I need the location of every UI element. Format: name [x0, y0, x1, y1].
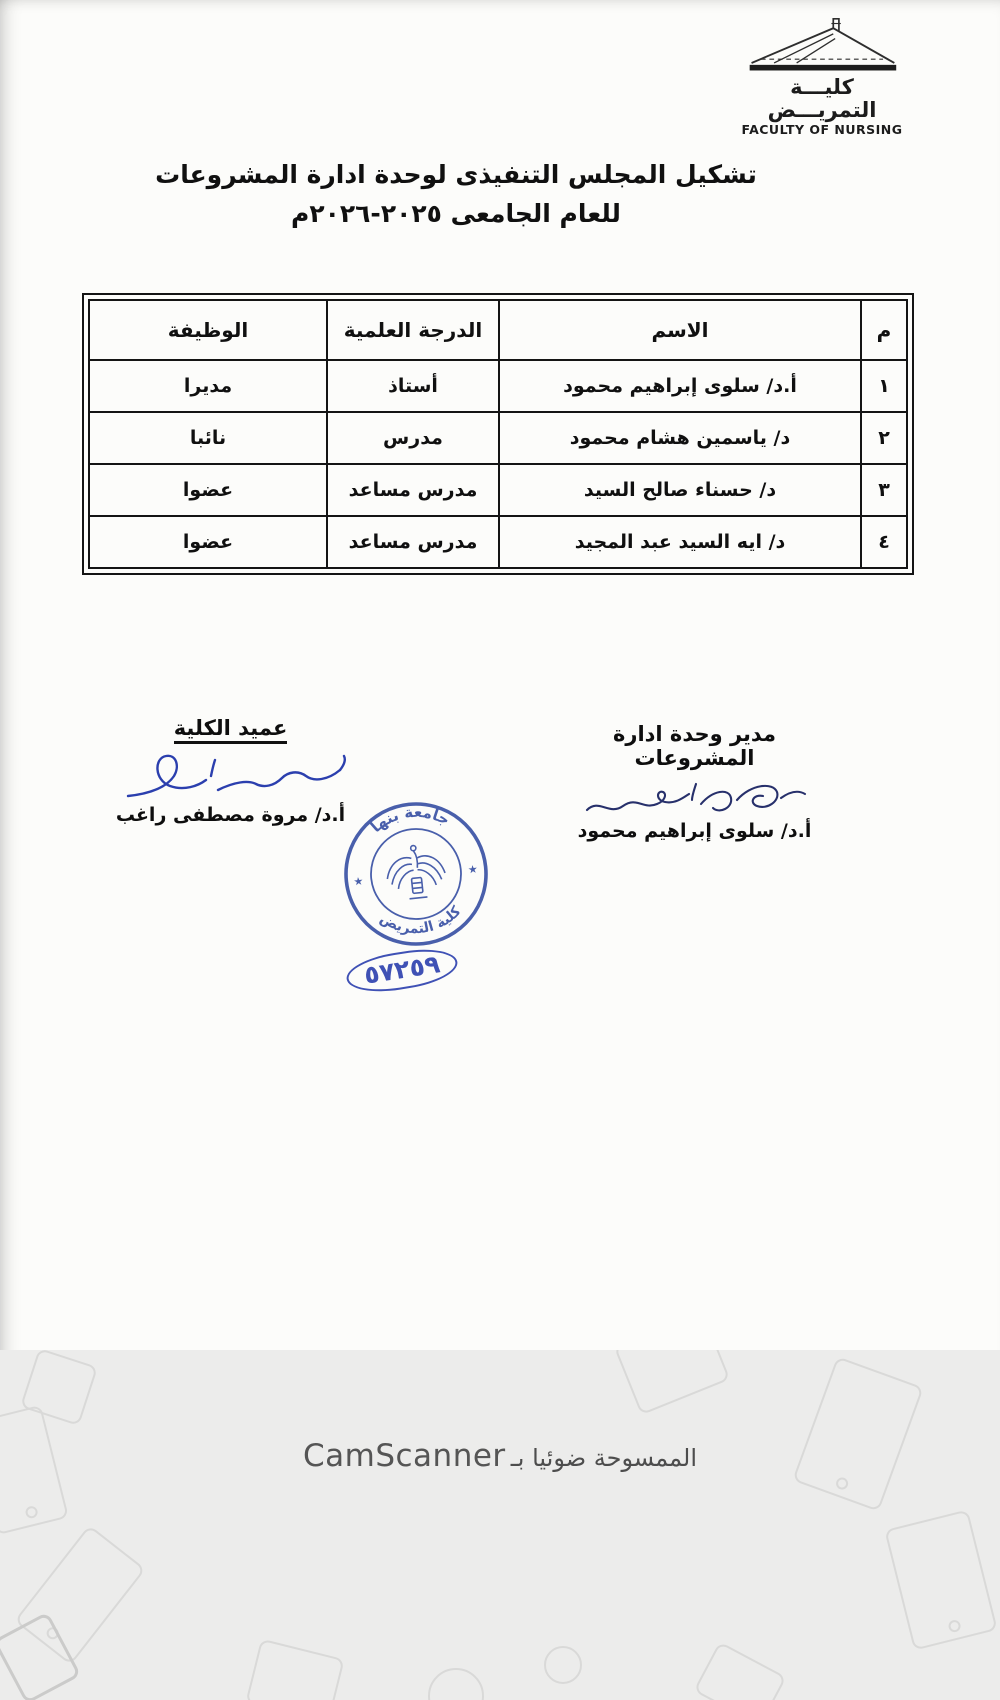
camscanner-caption	[0, 1438, 1000, 1474]
signature-block-dean	[108, 716, 353, 826]
svg-text:جامعة بنها	[365, 799, 454, 837]
document-title-line1: تشكيل المجلس التنفيذى لوحدة ادارة المشروعات	[155, 160, 757, 189]
scanned-with-text: الممسوحة ضوئيا بـ	[510, 1444, 697, 1472]
faculty-logo	[733, 16, 911, 137]
cell-index: ١	[861, 360, 907, 412]
unit-director-title: مدير وحدة ادارة المشروعات	[612, 722, 777, 770]
stamp-university-text: جامعة بنها	[366, 802, 453, 837]
header-index: م	[861, 300, 907, 360]
cell-role: نائبا	[89, 412, 327, 464]
signature-block-unit-director	[552, 722, 837, 842]
footer-pattern-shape	[884, 1509, 997, 1650]
table-header-row	[89, 300, 907, 360]
cell-name: د/ ايه السيد عبد المجيد	[499, 516, 861, 568]
table-row	[89, 516, 907, 568]
document-title	[0, 155, 912, 233]
cell-role: عضوا	[89, 464, 327, 516]
stamp-star-left-icon: ★	[352, 874, 365, 889]
stamp-star-right-icon: ★	[467, 862, 479, 877]
footer-pattern-shape	[245, 1639, 344, 1700]
table-row	[89, 464, 907, 516]
footer-pattern-shape	[614, 1350, 731, 1415]
stamp-faculty-text: كلية التمريض	[377, 903, 465, 938]
dean-name: أ.د/ مروة مصطفى راغب	[115, 804, 346, 826]
stamp-number: ٥٧٢٥٩	[344, 943, 461, 997]
dean-signature-icon	[112, 746, 350, 808]
header-name: الاسم	[499, 300, 861, 360]
cell-degree: مدرس مساعد	[327, 464, 499, 516]
cell-index: ٤	[861, 516, 907, 568]
camscanner-footer	[0, 1350, 1000, 1700]
footer-pattern-shape	[792, 1356, 924, 1512]
table-row	[89, 360, 907, 412]
dean-title: عميد الكلية	[174, 716, 288, 744]
header-degree: الدرجة العلمية	[327, 300, 499, 360]
header-role: الوظيفة	[89, 300, 327, 360]
footer-pattern-shape	[544, 1646, 582, 1684]
faculty-building-icon	[742, 16, 902, 78]
cell-degree: مدرس مساعد	[327, 516, 499, 568]
logo-base-bar	[750, 65, 897, 71]
cell-role: عضوا	[89, 516, 327, 568]
footer-pattern-shape	[428, 1668, 484, 1700]
cell-name: أ.د/ سلوى إبراهيم محمود	[499, 360, 861, 412]
svg-text:كلية التمريض	[376, 902, 467, 942]
cell-name: د/ ياسمين هشام محمود	[499, 412, 861, 464]
cell-role: مديرا	[89, 360, 327, 412]
cell-degree: مدرس	[327, 412, 499, 464]
cell-index: ٢	[861, 412, 907, 464]
university-stamp	[332, 790, 499, 957]
council-table-wrapper	[82, 293, 914, 575]
document-title-line2: للعام الجامعى ٢٠٢٥-٢٠٢٦م	[291, 199, 621, 228]
stamp-eagle-icon	[384, 843, 447, 901]
cell-degree: أستاذ	[327, 360, 499, 412]
camscanner-brand-text: CamScanner	[303, 1438, 506, 1474]
logo-english-name: FACULTY OF NURSING	[741, 122, 903, 137]
footer-pattern-shape	[693, 1641, 786, 1700]
cell-name: د/ حسناء صالح السيد	[499, 464, 861, 516]
table-row	[89, 412, 907, 464]
logo-arabic-name: كليـــة التمريـــض	[767, 75, 877, 122]
unit-director-signature-icon	[579, 772, 811, 824]
cell-index: ٣	[861, 464, 907, 516]
unit-director-name: أ.د/ سلوى إبراهيم محمود	[577, 820, 812, 842]
council-members-table	[88, 299, 908, 569]
